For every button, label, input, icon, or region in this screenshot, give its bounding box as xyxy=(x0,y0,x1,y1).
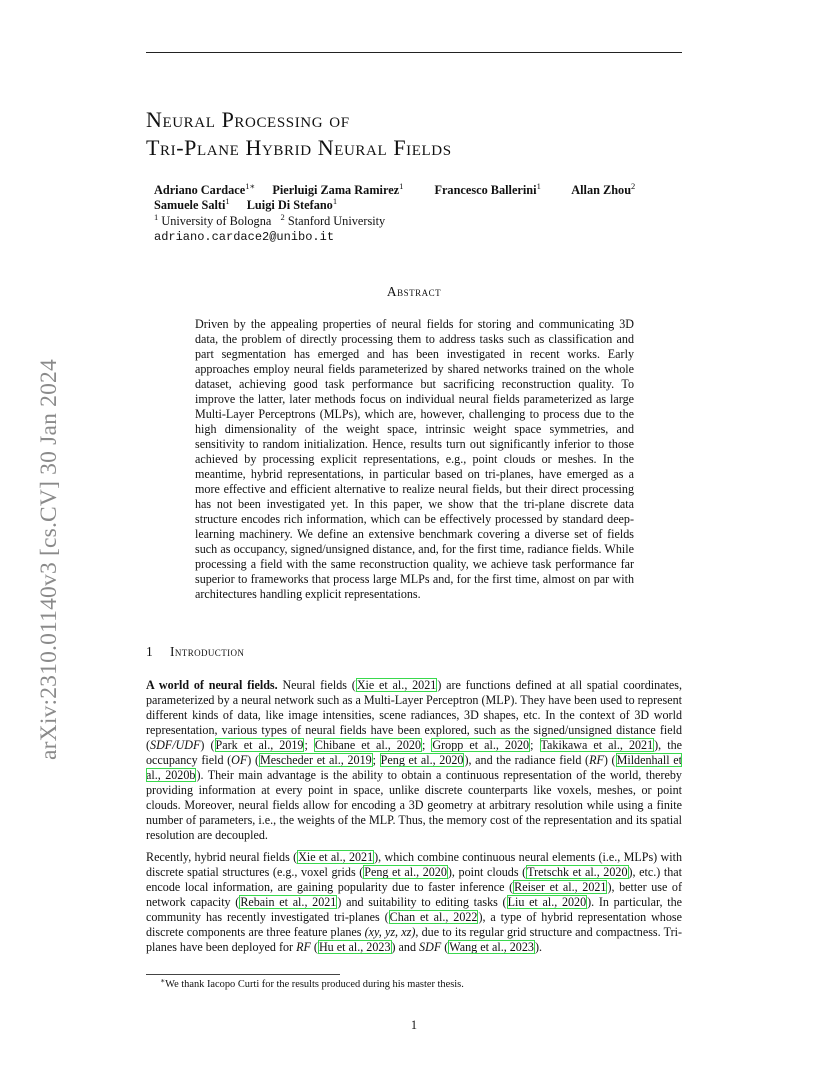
citation-link[interactable]: Mildenhall et al., 2020b xyxy=(146,753,683,782)
text-run: ). xyxy=(534,940,543,954)
text-run: Recently, hybrid neural fields ( xyxy=(146,850,298,864)
section-heading xyxy=(146,644,244,660)
section-title: Introduction xyxy=(170,644,245,659)
paper-title xyxy=(146,106,706,162)
math-term: (xy, yz, xz) xyxy=(364,925,416,939)
text-run: ; xyxy=(530,738,540,752)
text-run: ( xyxy=(310,940,318,954)
author-affil-mark: 1 xyxy=(536,181,541,191)
author-affil-mark: 1∗ xyxy=(245,181,256,191)
math-term: RF xyxy=(296,940,311,954)
title-line-2: Tri-Plane Hybrid Neural Fields xyxy=(146,135,452,160)
text-run: ) ( xyxy=(247,753,259,767)
affiliation-name: Stanford University xyxy=(284,214,386,228)
citation-link[interactable]: Wang et al., 2023 xyxy=(449,940,534,954)
intro-paragraph-1 xyxy=(146,678,682,843)
author-name: Allan Zhou xyxy=(571,183,632,197)
arxiv-identifier-stamp[interactable]: arXiv:2310.01140v3 [cs.CV] 30 Jan 2024 xyxy=(36,359,62,760)
section-number: 1 xyxy=(146,644,154,659)
affil-mark: 1 xyxy=(154,212,159,222)
citation-link[interactable]: Xie et al., 2021 xyxy=(356,678,437,692)
affiliation-name: University of Bologna xyxy=(158,214,272,228)
math-term: SDF/UDF xyxy=(150,738,201,752)
footnote-text: We thank Iacopo Curti for the results produced during his master thesis. xyxy=(165,979,464,990)
author-affil-mark: 2 xyxy=(631,181,636,191)
citation-link[interactable]: Rebain et al., 2021 xyxy=(240,895,337,909)
citation-link[interactable]: Xie et al., 2021 xyxy=(298,850,374,864)
text-run: ), point clouds ( xyxy=(447,865,527,879)
author-affil-mark: 1 xyxy=(332,196,338,206)
abstract-text: Driven by the appealing properties of neural fields for storing and communicating 3D data, the problem of directly processing them to address tasks such as classification and part segmentation has emerged and has been investigated in recent works. Early approaches employ neural fields parameterized by shared networks trained on the whole dataset, achieving good task performance but sacrificing reconstruction quality. To improve the latter, later methods focus on individual neural fields parameterized as large Multi-Layer Perceptrons (MLPs), which are, however, challenging to process due to the high dimensionality of the weight space, intrinsic weight space symmetries, and sensitivity to random initialization. Hence, results turn out significantly inferior to those achieved by processing explicit representations, e.g., point clouds or meshes. In the meantime, hybrid representations, in particular based on tri-planes, have emerged as a more effective and efficient alternative to realize neural fields, but their direct processing has not been investigated yet. In this paper, we show that the tri-plane discrete data structure encodes rich information, which can be effectively processed by standard deep-learning machinery. We define an extensive benchmark covering a diverse set of fields such as occupancy, signed/unsigned distance, and, for the first time, radiance fields. While processing a field with the same reconstruction quality, we achieve task performance far superior to frameworks that process large MLPs and, for the first time, almost on par with architectures handling explicit representations. xyxy=(195,317,634,601)
citation-link[interactable]: Mescheder et al., 2019 xyxy=(260,753,372,767)
text-run: ) ( xyxy=(200,738,215,752)
author-row-2 xyxy=(154,198,694,213)
citation-link[interactable]: Hu et al., 2023 xyxy=(318,940,391,954)
author-row-1 xyxy=(154,183,694,198)
intro-paragraph-2 xyxy=(146,850,682,955)
affil-mark: 2 xyxy=(280,212,285,222)
author-name: Luigi Di Stefano xyxy=(246,198,333,212)
text-run: ), better use of network capacity ( xyxy=(146,880,682,909)
citation-link[interactable]: Reiser et al., 2021 xyxy=(514,880,607,894)
text-run: ), and the radiance field ( xyxy=(464,753,590,767)
math-term: SDF xyxy=(419,940,442,954)
author-list xyxy=(154,183,694,213)
text-run: ) and suitability to editing tasks ( xyxy=(337,895,507,909)
math-term: OF xyxy=(231,753,248,767)
author-affil-mark: 1 xyxy=(399,181,404,191)
math-term: RF xyxy=(589,753,604,767)
author-name: Pierluigi Zama Ramirez xyxy=(272,183,400,197)
author-affil-mark: 1 xyxy=(225,196,230,206)
paragraph-lead: A world of neural fields. xyxy=(146,678,278,692)
citation-link[interactable]: Peng et al., 2020 xyxy=(380,753,464,767)
text-run: ). In particular, the community has recently investigated tri-planes ( xyxy=(146,895,682,924)
citation-link[interactable]: Chan et al., 2022 xyxy=(389,910,478,924)
text-run: ). Their main advantage is the ability to obtain a continuous representation of the world, thereby providing information at every point in space, unlike discrete counterparts like voxels, meshes, or point clouds. Moreover, neural fields allow for encoding a 3D geometry at arbitrary resolution while using a finite number of parameters, i.e., the weights of the MLP. Thus, the memory cost of the representation and its spatial resolution are decoupled. xyxy=(146,768,682,842)
citation-link[interactable]: Gropp et al., 2020 xyxy=(432,738,530,752)
title-line-1: Neural Processing of xyxy=(146,107,350,132)
author-name: Samuele Salti xyxy=(154,198,226,212)
citation-link[interactable]: Park et al., 2019 xyxy=(215,738,304,752)
header-rule xyxy=(146,52,682,53)
text-run: ; xyxy=(304,738,314,752)
text-run: ) and xyxy=(391,940,420,954)
text-run: , due to its regular grid structure and compactness. Tri-planes have been deployed for xyxy=(146,925,682,954)
text-run: ), the occupancy field ( xyxy=(146,738,683,767)
text-run: Neural fields ( xyxy=(277,678,356,692)
citation-link[interactable]: Takikawa et al., 2021 xyxy=(540,738,654,752)
text-run: ) ( xyxy=(603,753,616,767)
text-run: ), which combine continuous neural elements (i.e., MLPs) with discrete spatial structures (e.g., voxel grids ( xyxy=(146,850,682,879)
footnote-rule xyxy=(146,974,340,975)
citation-link[interactable]: Tretschk et al., 2020 xyxy=(527,865,628,879)
footnote xyxy=(160,978,464,991)
text-run: ) are functions defined at all spatial coordinates, parameterized by a neural network such as a Multi-Layer Perceptron (MLP). They have been used to represent different kinds of data, like image intensities, scene radiances, 3D shapes, etc. In the context of 3D world representation, various types of neural fields have been explored, such as the signed/unsigned distance field ( xyxy=(146,678,682,752)
text-run: ), a type of hybrid representation whose discrete components are three feature planes xyxy=(146,910,682,939)
abstract-heading: Abstract xyxy=(386,284,442,299)
text-run: ), etc.) that encode local information, are gaining popularity due to faster inference ( xyxy=(146,865,682,894)
citation-link[interactable]: Chibane et al., 2020 xyxy=(314,738,421,752)
citation-link[interactable]: Peng et al., 2020 xyxy=(364,865,447,879)
text-run: ( xyxy=(441,940,449,954)
affiliations xyxy=(154,214,385,229)
text-run: ; xyxy=(422,738,432,752)
author-name: Francesco Ballerini xyxy=(434,183,537,197)
citation-link[interactable]: Liu et al., 2020 xyxy=(507,895,587,909)
text-run: ; xyxy=(372,753,380,767)
author-name: Adriano Cardace xyxy=(154,183,246,197)
contact-email: adriano.cardace2@unibo.it xyxy=(154,230,335,244)
footnote-mark: ∗ xyxy=(160,976,166,985)
page-number: 1 xyxy=(410,1018,418,1032)
